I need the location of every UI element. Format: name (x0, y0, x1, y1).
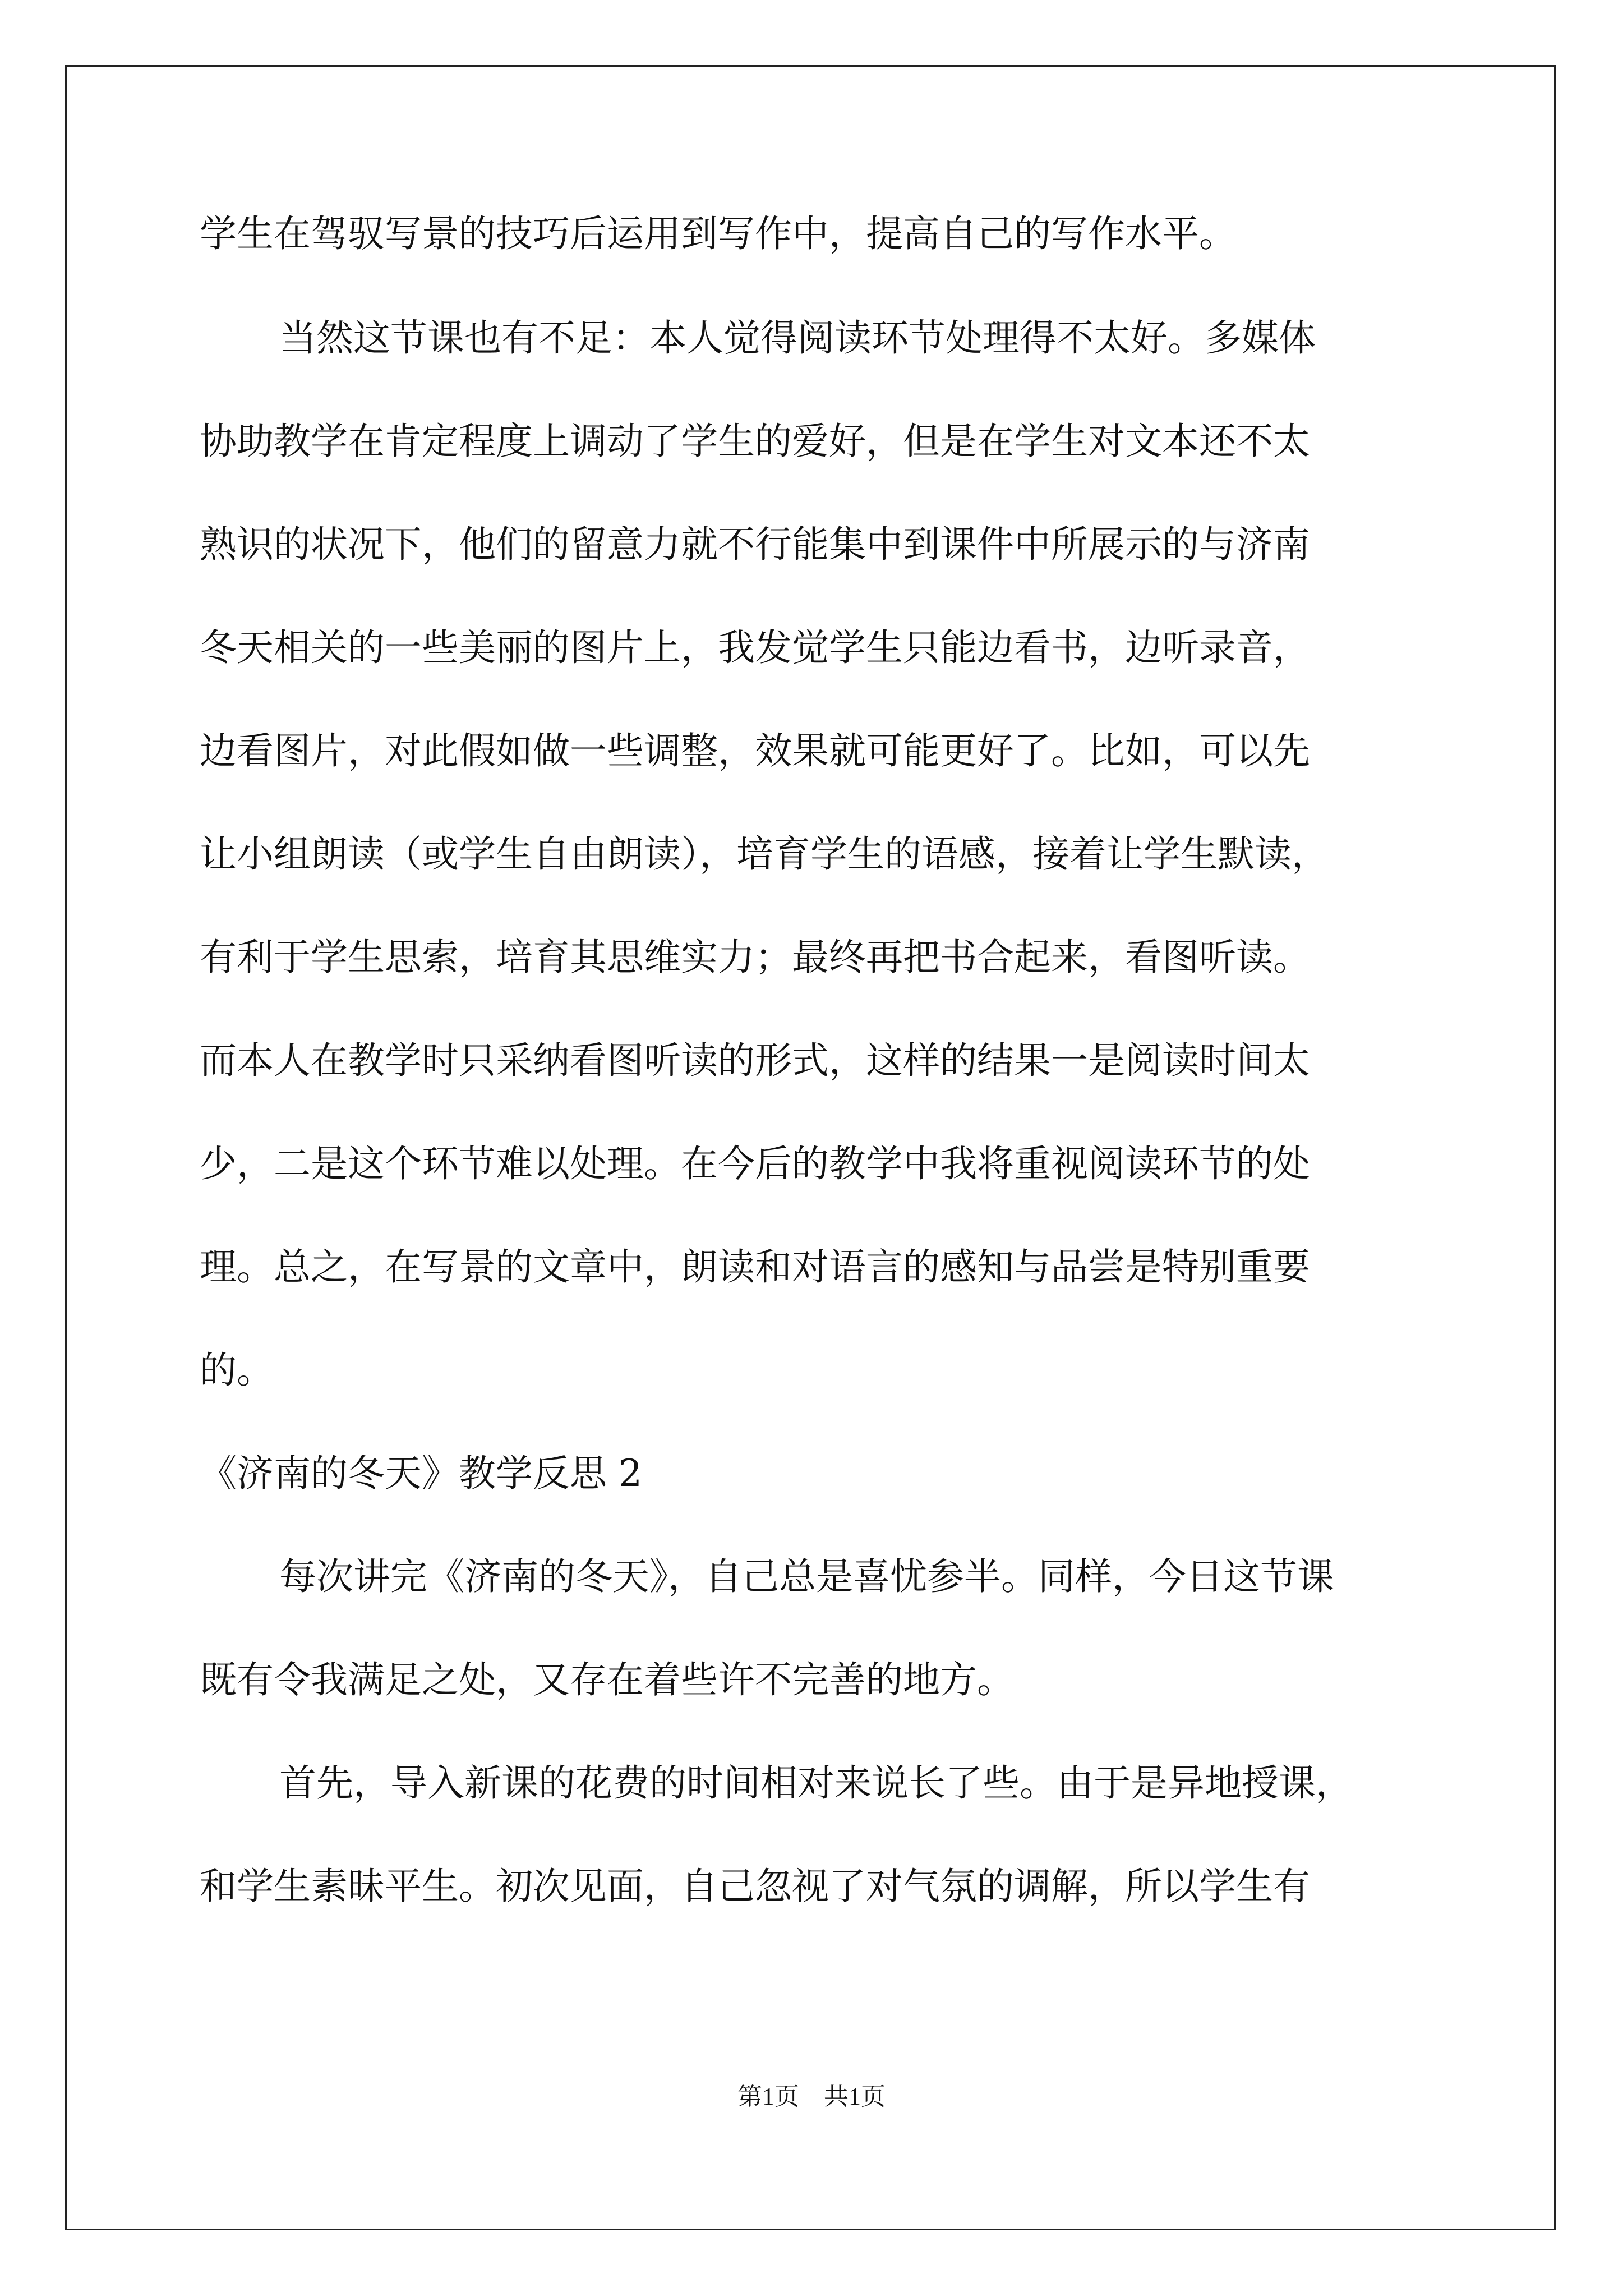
text-line: 让小组朗读（或学生自由朗读），培育学生的语感，接着让学生默读， (200, 832, 1329, 876)
text-line: 协助教学在肯定程度上调动了学生的爱好，但是在学生对文本还不太 (200, 420, 1310, 463)
paragraph-first-line: 首先，导入新课的花费的时间相对来说长了些。由于是异地授课， (279, 1761, 1353, 1805)
page-footer: 第1页 共1页 (737, 2083, 886, 2110)
text-line: 冬天相关的一些美丽的图片上，我发觉学生只能边看书，边听录音， (200, 626, 1310, 669)
text-line: 和学生素昧平生。初次见面，自己忽视了对气氛的调解，所以学生有 (200, 1865, 1310, 1908)
paragraph-first-line: 当然这节课也有不足：本人觉得阅读环节处理得不太好。多媒体 (279, 316, 1316, 360)
text-line: 熟识的状况下，他们的留意力就不行能集中到课件中所展示的与济南 (200, 523, 1310, 566)
text-line: 学生在驾驭写景的技巧后运用到写作中，提高自己的写作水平。 (200, 212, 1236, 255)
text-line: 少，二是这个环节难以处理。在今后的教学中我将重视阅读环节的处 (200, 1142, 1310, 1185)
paragraph-first-line: 每次讲完《济南的冬天》，自己总是喜忧参半。同样，今日这节课 (279, 1555, 1334, 1598)
text-line: 有利于学生思索，培育其思维实力；最终再把书合起来，看图听读。 (200, 936, 1310, 979)
text-line: 理。总之，在写景的文章中，朗读和对语言的感知与品尝是特别重要 (200, 1245, 1310, 1289)
text-line: 边看图片，对此假如做一些调整，效果就可能更好了。比如，可以先 (200, 729, 1310, 772)
text-line: 而本人在教学时只采纳看图听读的形式，这样的结果一是阅读时间太 (200, 1039, 1310, 1082)
text-line: 既有令我满足之处，又存在着些许不完善的地方。 (200, 1658, 1014, 1701)
text-line: 的。 (200, 1349, 274, 1392)
section-heading: 《济南的冬天》教学反思 2 (200, 1452, 642, 1495)
